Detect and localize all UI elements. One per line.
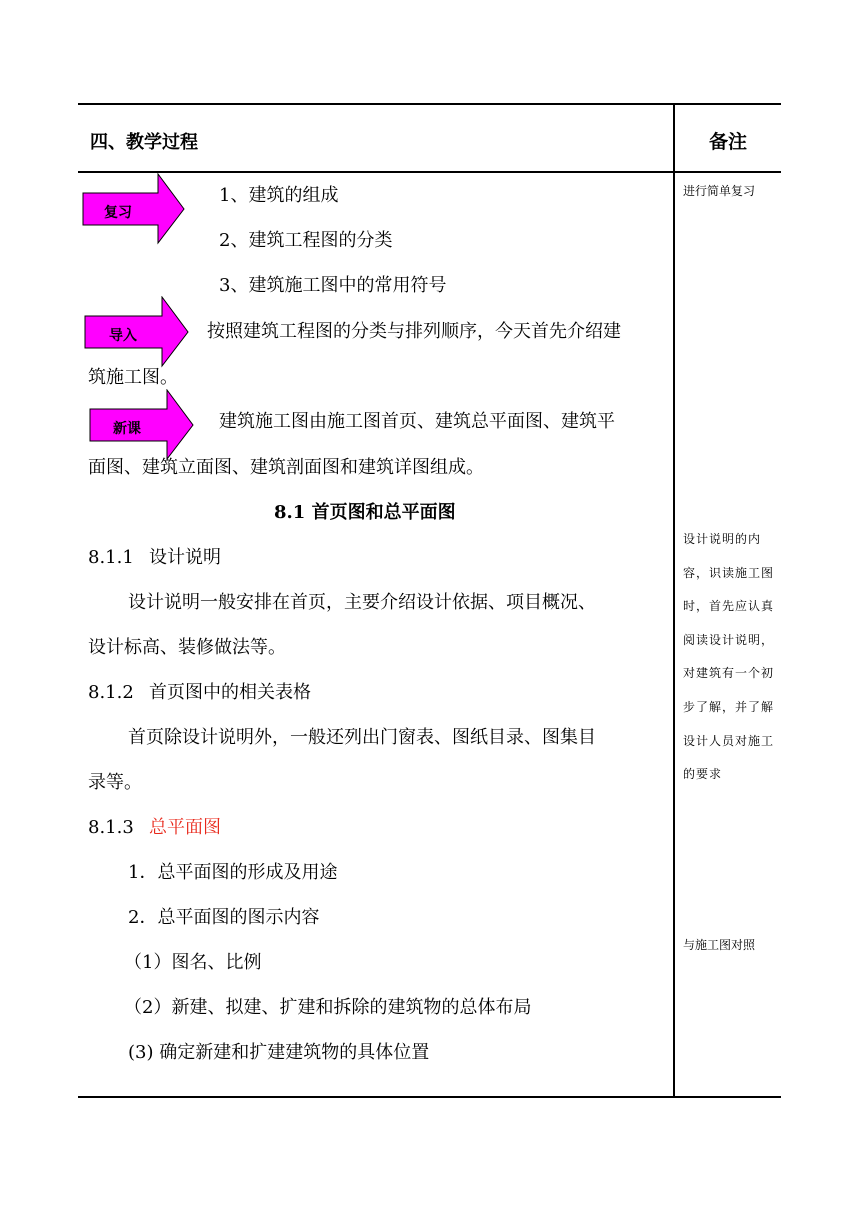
note-design: 设计说明的内容，识读施工图时，首先应认真阅读设计说明，对建筑有一个初步了解，并了解设计人员对施工的要求 [683, 532, 775, 782]
review-item-2: 2、建筑工程图的分类 [219, 230, 393, 251]
notes-column-heading: 备注 [709, 131, 748, 153]
review-item-3: 3、建筑施工图中的常用符号 [219, 275, 447, 296]
list-item-5: (3) 确定新建和扩建建筑物的具体位置 [128, 1042, 430, 1063]
note-review: 进行简单复习 [683, 184, 756, 198]
table-bottom-rule [78, 1096, 781, 1098]
subsection-1-text-line1: 设计说明一般安排在首页，主要介绍设计依据、项目概况、 [128, 592, 596, 613]
column-divider [673, 103, 675, 1098]
list-item-1: 1．总平面图的形成及用途 [128, 862, 338, 883]
subsection-1-number: 8.1.1 [88, 547, 134, 568]
subsection-3-number: 8.1.3 [88, 817, 134, 838]
intro-arrow [84, 296, 190, 368]
review-arrow [82, 173, 186, 245]
intro-text-line2: 筑施工图。 [88, 367, 178, 388]
new-lesson-text-line1: 建筑施工图由施工图首页、建筑总平面图、建筑平 [219, 411, 615, 432]
subsection-1-title: 设计说明 [149, 547, 221, 568]
list-item-3: （1）图名、比例 [124, 952, 262, 973]
table-top-rule [78, 103, 781, 105]
subsection-2-text-line2: 录等。 [88, 772, 142, 793]
note-compare: 与施工图对照 [683, 938, 756, 952]
list-item-4: （2）新建、拟建、扩建和拆除的建筑物的总体布局 [124, 997, 532, 1018]
new-lesson-text-line2: 面图、建筑立面图、建筑剖面图和建筑详图组成。 [88, 457, 484, 478]
new-lesson-arrow [89, 389, 195, 461]
subsection-1-text-line2: 设计标高、装修做法等。 [88, 637, 286, 658]
section-heading: 四、教学过程 [90, 132, 198, 153]
review-arrow-label: 复习 [104, 205, 132, 221]
intro-text-line1: 按照建筑工程图的分类与排列顺序，今天首先介绍建 [207, 321, 621, 342]
subsection-2-number: 8.1.2 [88, 682, 134, 703]
section-title: 8.1 首页图和总平面图 [274, 502, 456, 523]
subsection-2-title: 首页图中的相关表格 [149, 682, 311, 703]
subsection-3-title: 总平面图 [149, 817, 221, 838]
intro-arrow-label: 导入 [109, 328, 137, 344]
review-item-1: 1、建筑的组成 [219, 185, 339, 206]
subsection-2-text-line1: 首页除设计说明外，一般还列出门窗表、图纸目录、图集目 [128, 727, 596, 748]
new-lesson-arrow-label: 新课 [113, 421, 141, 437]
list-item-2: 2．总平面图的图示内容 [128, 907, 320, 928]
